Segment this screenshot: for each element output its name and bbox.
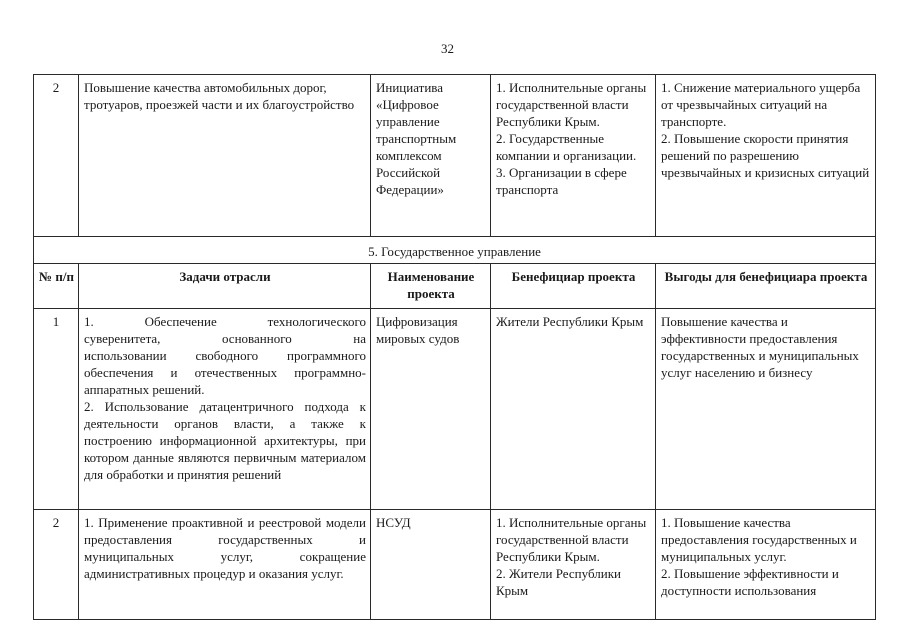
project-cell: Цифровизация мировых судов [371,309,491,510]
project-cell: Инициатива «Цифровое управление транспортным комплексом Российской Федерации» [371,75,491,237]
benefits-cell: Повышение качества и эффективности предоставления государственных и муниципальных услуг населению и бизнесу [656,309,876,510]
row-number: 1 [34,309,79,510]
table-row [34,75,876,237]
header-task: Задачи отрасли [79,264,371,309]
section-title: 5. Государственное управление [34,237,876,264]
header-beneficiary: Бенефициар проекта [491,264,656,309]
section-row [34,237,876,264]
row-number: 2 [34,75,79,237]
task-cell: Повышение качества автомобильных дорог, тротуаров, проезжей части и их благоустройство [79,75,371,237]
beneficiary-cell: 1. Исполнительные органы государственной власти Республики Крым. 2. Государственные компании и организации. 3. Организации в сфере транспорта [491,75,656,237]
task-cell [79,309,371,510]
beneficiary-cell: Жители Республики Крым [491,309,656,510]
header-num: № п/п [34,264,79,309]
table-row [34,309,876,510]
header-row [34,264,876,309]
benefits-cell: 1. Снижение материального ущерба от чрезвычайных ситуаций на транспорте. 2. Повышение скорости принятия решений по разрешению чрезвычайных и кризисных ситуаций [656,75,876,237]
project-cell: НСУД [371,510,491,620]
beneficiary-cell: 1. Исполнительные органы государственной власти Республики Крым. 2. Жители Республики Крым [491,510,656,620]
projects-table [33,74,876,620]
task-cell: 1. Применение проактивной и реестровой модели предоставления государственных и муниципальных услуг, сокращение административных процедур и оказания услуг. [79,510,371,620]
task-line: суверенитета, основанного на [84,331,366,346]
task-text: использовании свободного программного обеспечения и отечественных программно-аппаратных решений. 2. Использование датацентричного подхода к деятельности органов власти, а также к построению информационной архитектуры, при котором данные являются первичным материалом для обработки и принятия решений [84,348,366,482]
table-row [34,510,876,620]
task-line: 1. Обеспечение технологического [84,314,366,329]
benefits-cell: 1. Повышение качества предоставления государственных и муниципальных услуг. 2. Повышение эффективности и доступности использования [656,510,876,620]
page-number: 32 [441,41,454,56]
row-number: 2 [34,510,79,620]
header-benefits: Выгоды для бенефициара проекта [656,264,876,309]
header-project: Наименование проекта [371,264,491,309]
